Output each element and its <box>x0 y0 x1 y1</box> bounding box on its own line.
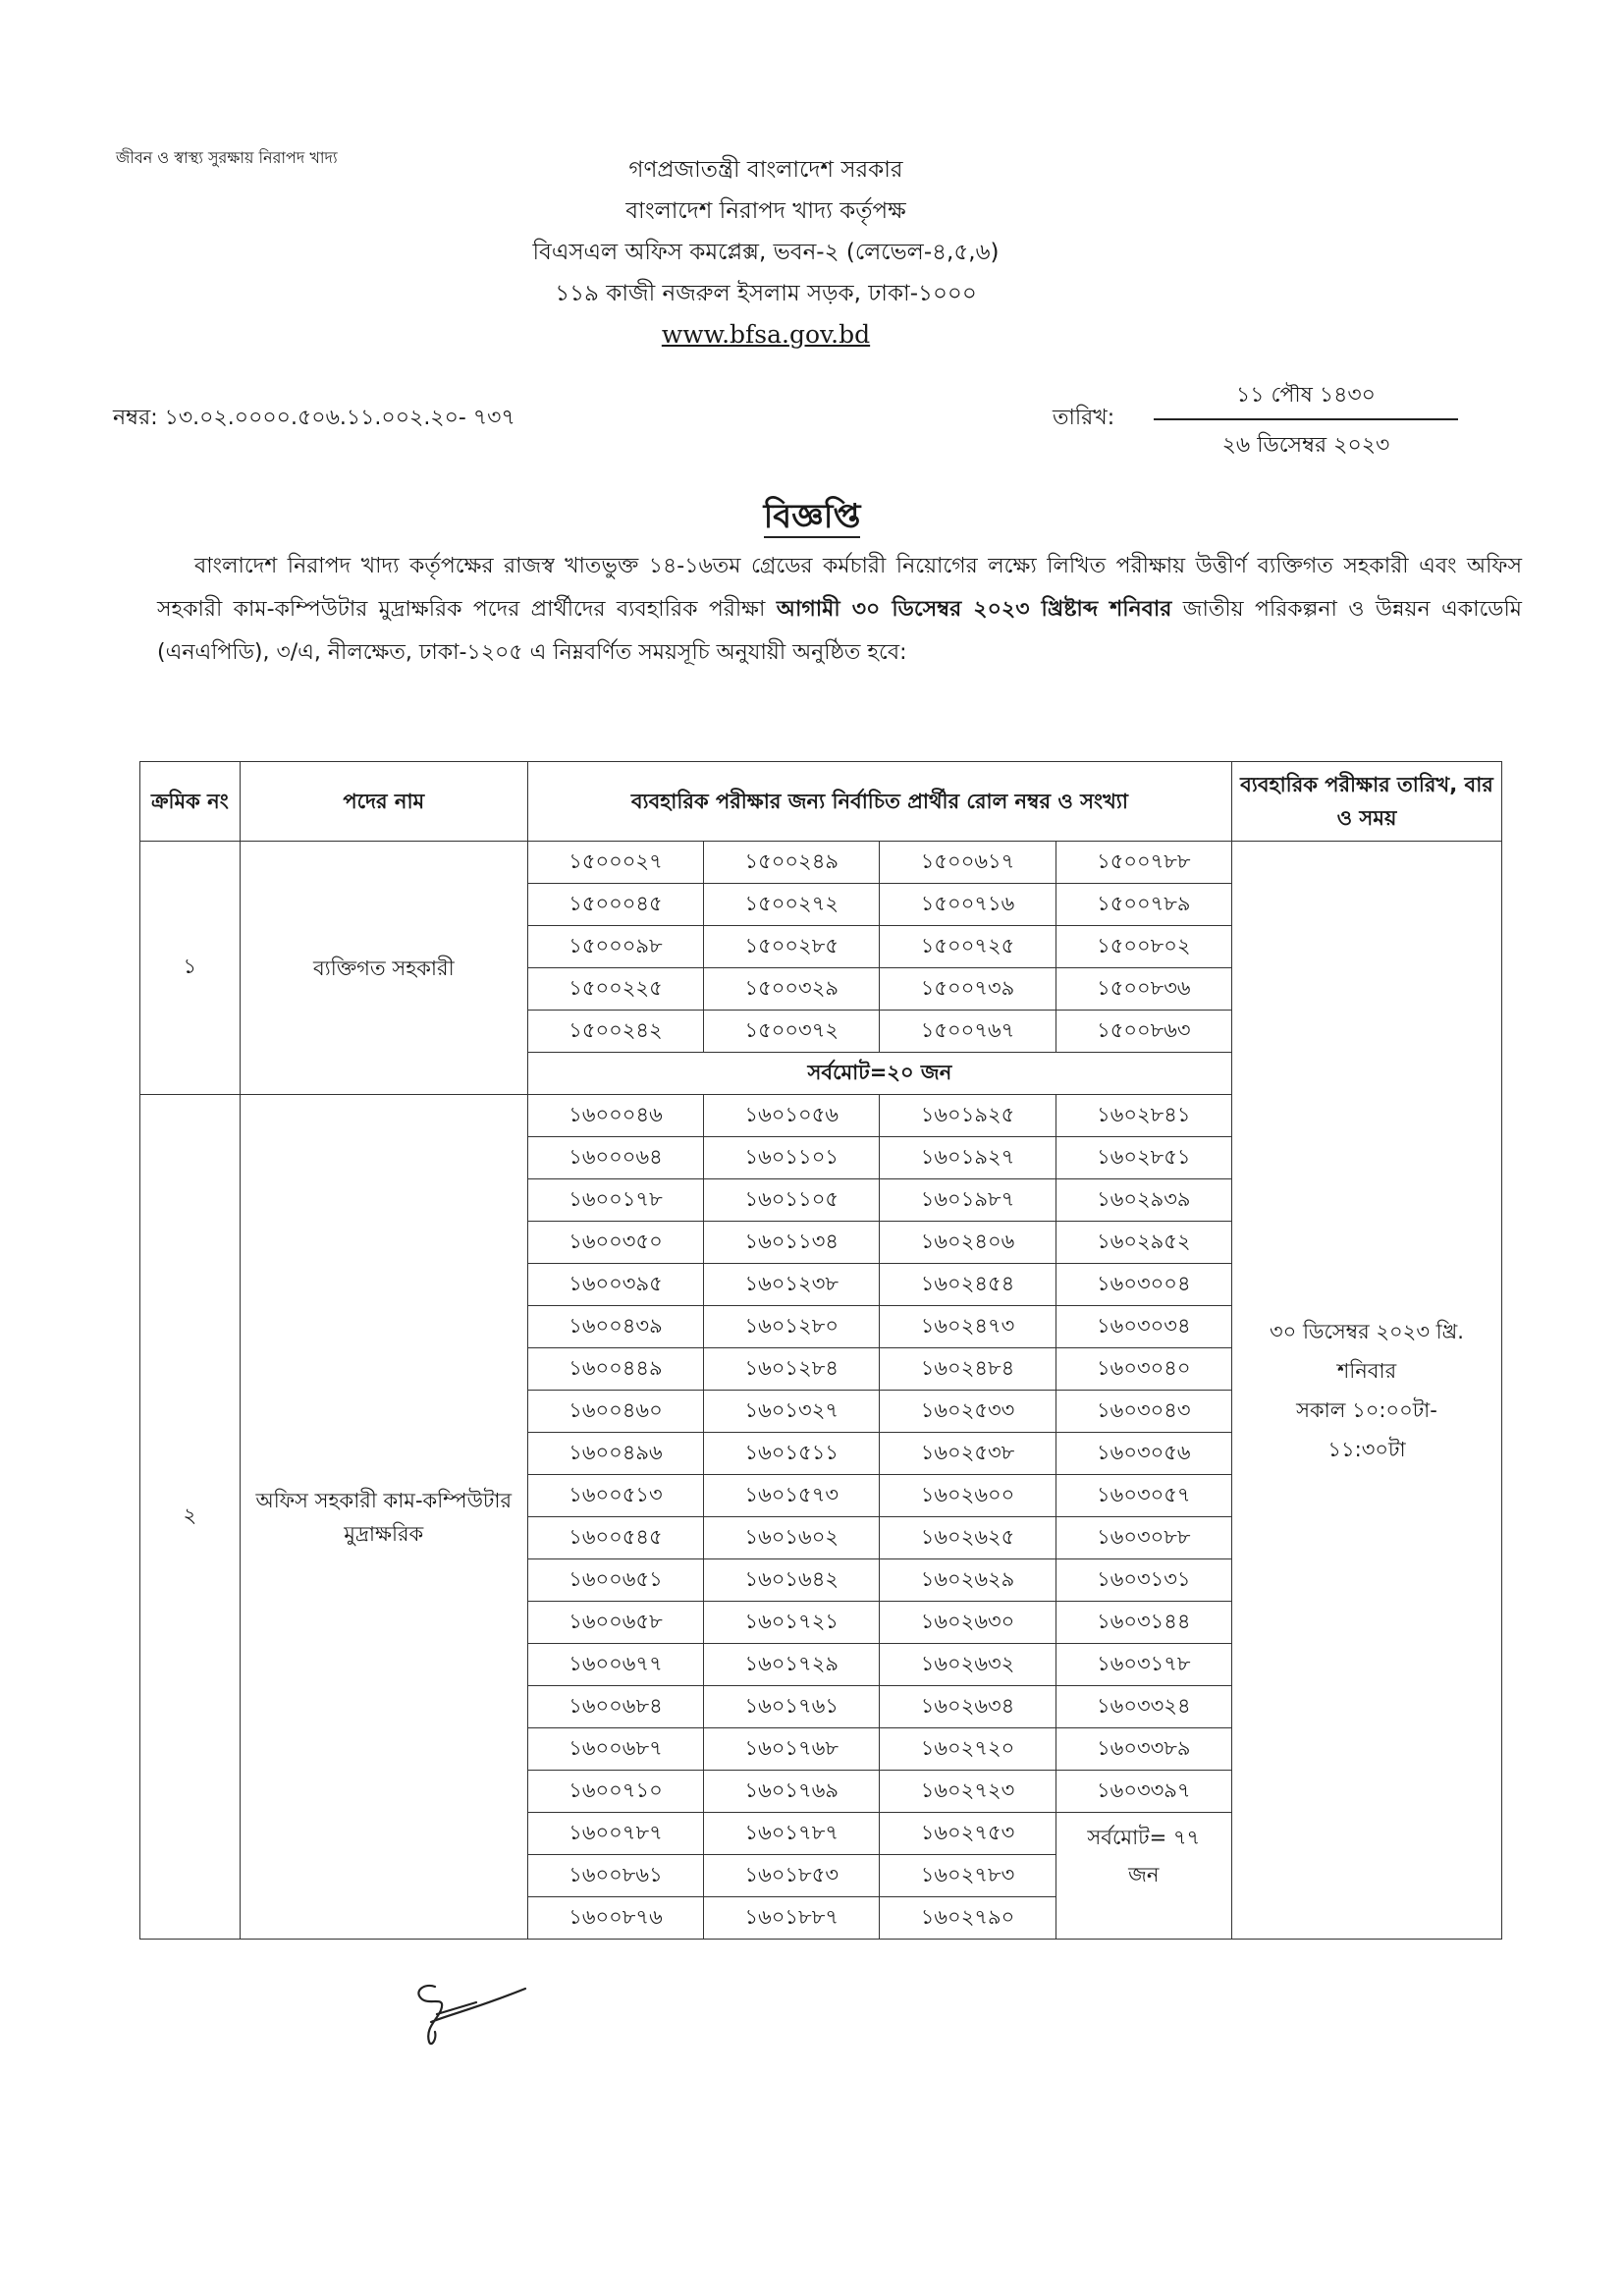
roll-number-cell: ১৬০২৮৪১ <box>1056 1095 1231 1137</box>
roll-number-cell: ১৬০১৫৭৩ <box>704 1475 880 1517</box>
roll-number-cell: ১৫০০২৭২ <box>704 884 880 926</box>
header-rolls: ব্যবহারিক পরীক্ষার জন্য নির্বাচিত প্রার্থীর রোল নম্বর ও সংখ্যা <box>527 762 1231 842</box>
roll-number-cell: ১৬০৩০০৪ <box>1056 1264 1231 1306</box>
roll-number-cell: ১৬০২৬২৫ <box>880 1517 1056 1559</box>
roll-number-cell: ১৬০৩০৫৭ <box>1056 1475 1231 1517</box>
roll-number-cell: ১৬০০৮৭৬ <box>527 1897 703 1940</box>
roll-number-cell: ১৬০০৭১০ <box>527 1771 703 1813</box>
roll-number-cell: ১৬০০৬৮৭ <box>527 1728 703 1771</box>
roll-number-cell: ১৬০০৬৫৮ <box>527 1602 703 1644</box>
date-bengali: ১১ পৌষ ১৪৩০ <box>1154 378 1458 420</box>
roll-number-cell: ১৫০০২২৫ <box>527 968 703 1011</box>
letterhead <box>373 149 1159 355</box>
roll-number-cell: ১৬০১২৩৮ <box>704 1264 880 1306</box>
roll-number-cell: ১৬০২৬৩২ <box>880 1644 1056 1686</box>
roll-number-cell: ১৬০৩০৪৩ <box>1056 1391 1231 1433</box>
roll-table <box>139 761 1502 1940</box>
table-row <box>140 842 1502 884</box>
roll-number-cell: ১৬০০৮৬১ <box>527 1855 703 1897</box>
roll-number-cell: ১৬০১২৮০ <box>704 1306 880 1348</box>
roll-number-cell: ১৬০২৬২৯ <box>880 1559 1056 1602</box>
roll-number-cell: ১৬০১২৮৪ <box>704 1348 880 1391</box>
notice-body-part2: জাতীয় পরিকল্পনা ও উন্নয়ন একাডেমি (এনএপিডি), ৩/এ, নীলক্ষেত, ঢাকা-১২০৫ এ নিম্নবর্ণিত সময়সূচি অনুযায়ী অনুষ্ঠিত হবে: <box>157 597 1523 665</box>
roll-number-cell: ১৬০১৬৪২ <box>704 1559 880 1602</box>
roll-number-cell: ১৬০২৬০০ <box>880 1475 1056 1517</box>
roll-number-cell: ১৬০২৯৫২ <box>1056 1222 1231 1264</box>
roll-number-cell: ১৬০০০৪৬ <box>527 1095 703 1137</box>
building-address: বিএসএল অফিস কমপ্লেক্স, ভবন-২ (লেভেল-৪,৫,৬) <box>532 240 1000 265</box>
roll-number-cell: ১৫০০৭৮৮ <box>1056 842 1231 884</box>
roll-number-cell: ১৬০২৭৫৩ <box>880 1813 1056 1855</box>
schedule-day: শনিবার <box>1336 1358 1397 1383</box>
roll-number-cell: ১৬০০৬৭৭ <box>527 1644 703 1686</box>
roll-number-cell: ১৬০১৬০২ <box>704 1517 880 1559</box>
roll-number-cell: ১৬০১১০৫ <box>704 1179 880 1222</box>
roll-number-cell: ১৬০২৪৮৪ <box>880 1348 1056 1391</box>
post-name-cell: অফিস সহকারী কাম-কম্পিউটার মুদ্রাক্ষরিক <box>240 1095 527 1940</box>
roll-number-cell: ১৫০০৭৩৯ <box>880 968 1056 1011</box>
notice-title-text: বিজ্ঞপ্তি <box>763 497 861 536</box>
table-header-row <box>140 762 1502 842</box>
roll-number-cell: ১৬০২৪০৬ <box>880 1222 1056 1264</box>
notice-title <box>0 491 1624 547</box>
header-post: পদের নাম <box>240 762 527 842</box>
subtotal-cell <box>1056 1813 1231 1940</box>
date-gregorian: ২৬ ডিসেম্বর ২০২৩ <box>1221 433 1390 458</box>
roll-number-cell: ১৬০৩০৫৬ <box>1056 1433 1231 1475</box>
roll-number-cell: ১৫০০০২৭ <box>527 842 703 884</box>
date-block <box>1154 378 1458 465</box>
roll-number-cell: ১৬০১৭৬১ <box>704 1686 880 1728</box>
schedule-date: ৩০ ডিসেম্বর ২০২৩ খ্রি. <box>1270 1319 1464 1343</box>
serial-cell: ২ <box>140 1095 241 1940</box>
roll-number-cell: ১৬০৩০৩৪ <box>1056 1306 1231 1348</box>
roll-number-cell: ১৫০০০৪৫ <box>527 884 703 926</box>
roll-number-cell: ১৫০০৮৬৩ <box>1056 1011 1231 1053</box>
roll-number-cell: ১৬০২৫৩৮ <box>880 1433 1056 1475</box>
roll-number-cell: ১৫০০৩৭২ <box>704 1011 880 1053</box>
signature <box>407 1969 555 2057</box>
roll-number-cell: ১৬০১৭২৯ <box>704 1644 880 1686</box>
subtotal-line1: সর্বমোট= ৭৭ <box>1087 1826 1201 1849</box>
roll-number-cell: ১৬০২৬৩০ <box>880 1602 1056 1644</box>
tagline: জীবন ও স্বাস্থ্য সুরক্ষায় নিরাপদ খাদ্য <box>116 148 338 167</box>
roll-number-cell: ১৬০২৮৫১ <box>1056 1137 1231 1179</box>
subtotal-line2: জন <box>1128 1863 1160 1886</box>
subtotal-cell: সর্বমোট=২০ জন <box>527 1053 1231 1095</box>
notice-body <box>157 545 1522 675</box>
roll-number-cell: ১৬০১৯২৭ <box>880 1137 1056 1179</box>
schedule-cell <box>1231 842 1501 1940</box>
roll-number-cell: ১৫০০৮৩৬ <box>1056 968 1231 1011</box>
roll-number-cell: ১৬০১৭২১ <box>704 1602 880 1644</box>
roll-number-cell: ১৬০১৩২৭ <box>704 1391 880 1433</box>
roll-number-cell: ১৫০০৩২৯ <box>704 968 880 1011</box>
roll-number-cell: ১৬০০৪৬০ <box>527 1391 703 1433</box>
roll-number-cell: ১৬০১৭৮৭ <box>704 1813 880 1855</box>
roll-number-cell: ১৬০০৭৮৭ <box>527 1813 703 1855</box>
roll-number-cell: ১৬০০৬৮৪ <box>527 1686 703 1728</box>
roll-number-cell: ১৬০৩৩৮৯ <box>1056 1728 1231 1771</box>
roll-number-cell: ১৬০১৭৬৮ <box>704 1728 880 1771</box>
roll-number-cell: ১৬০৩১৭৮ <box>1056 1644 1231 1686</box>
roll-number-cell: ১৫০০৭৮৯ <box>1056 884 1231 926</box>
roll-number-cell: ১৫০০২৪৯ <box>704 842 880 884</box>
roll-number-cell: ১৬০২৪৫৪ <box>880 1264 1056 1306</box>
roll-number-cell: ১৬০১৮৮৭ <box>704 1897 880 1940</box>
authority-name: বাংলাদেশ নিরাপদ খাদ্য কর্তৃপক্ষ <box>625 198 906 224</box>
roll-number-cell: ১৬০২৭২৩ <box>880 1771 1056 1813</box>
roll-number-cell: ১৫০০৭৬৭ <box>880 1011 1056 1053</box>
roll-number-cell: ১৬০৩০৪০ <box>1056 1348 1231 1391</box>
roll-number-cell: ১৬০১১৩৪ <box>704 1222 880 1264</box>
roll-number-cell: ১৬০২৭২০ <box>880 1728 1056 1771</box>
roll-number-cell: ১৬০১৫১১ <box>704 1433 880 1475</box>
schedule-time-line1: সকাল ১০:০০টা- <box>1296 1397 1437 1422</box>
header-serial: ক্রমিক নং <box>140 762 241 842</box>
notice-body-part1: বাংলাদেশ নিরাপদ খাদ্য কর্তৃপক্ষের রাজস্ব খাতভুক্ত ১৪-১৬তম গ্রেডের কর্মচারী নিয়োগের লক্ষ্যে লিখিত পরীক্ষায় উত্তীর্ণ ব্যক্তিগত সহকারী এবং অফিস সহকারী কাম-কম্পিউটার মুদ্রাক্ষরিক পদের প্রার্থীদের ব্যবহারিক পরীক্ষা <box>157 554 1522 622</box>
roll-number-cell: ১৬০২৪৭৩ <box>880 1306 1056 1348</box>
notice-body-bold: আগামী ৩০ ডিসেম্বর ২০২৩ খ্রিষ্টাব্দ শনিবার <box>776 597 1172 622</box>
roll-number-cell: ১৬০২৭৮৩ <box>880 1855 1056 1897</box>
roll-number-cell: ১৬০১৯৮৭ <box>880 1179 1056 1222</box>
roll-number-cell: ১৬০২৯৩৯ <box>1056 1179 1231 1222</box>
street-address: ১১৯ কাজী নজরুল ইসলাম সড়ক, ঢাকা-১০০০ <box>555 281 977 306</box>
roll-number-cell: ১৬০২৬৩৪ <box>880 1686 1056 1728</box>
schedule-time-line2: ১১:৩০টা <box>1327 1437 1406 1461</box>
roll-number-cell: ১৬০০১৭৮ <box>527 1179 703 1222</box>
post-name-cell: ব্যক্তিগত সহকারী <box>240 842 527 1095</box>
roll-number-cell: ১৬০৩০৮৮ <box>1056 1517 1231 1559</box>
roll-number-cell: ১৬০০৪৯৬ <box>527 1433 703 1475</box>
roll-number-cell: ১৫০০৭১৬ <box>880 884 1056 926</box>
roll-number-cell: ১৬০০৪৪৯ <box>527 1348 703 1391</box>
date-label: তারিখ: <box>1053 406 1115 430</box>
roll-number-cell: ১৬০০৩৫০ <box>527 1222 703 1264</box>
roll-number-cell: ১৫০০৮০২ <box>1056 926 1231 968</box>
memo-number: নম্বর: ১৩.০২.০০০০.৫০৬.১১.০০২.২০- ৭৩৭ <box>113 406 515 430</box>
roll-number-cell: ১৫০০৬১৭ <box>880 842 1056 884</box>
roll-number-cell: ১৫০০২৪২ <box>527 1011 703 1053</box>
roll-number-cell: ১৬০১৯২৫ <box>880 1095 1056 1137</box>
roll-number-cell: ১৬০০৫১৩ <box>527 1475 703 1517</box>
website-link[interactable]: www.bfsa.gov.bd <box>661 320 871 349</box>
roll-number-cell: ১৬০৩৩৯৭ <box>1056 1771 1231 1813</box>
roll-number-cell: ১৬০৩১৩১ <box>1056 1559 1231 1602</box>
roll-number-cell: ১৬০৩১৪৪ <box>1056 1602 1231 1644</box>
roll-number-cell: ১৬০১৮৫৩ <box>704 1855 880 1897</box>
roll-number-cell: ১৫০০৭২৫ <box>880 926 1056 968</box>
roll-number-cell: ১৬০১১০১ <box>704 1137 880 1179</box>
roll-number-cell: ১৬০৩৩২৪ <box>1056 1686 1231 1728</box>
table-body <box>140 842 1502 1940</box>
roll-number-cell: ১৬০০৫৪৫ <box>527 1517 703 1559</box>
serial-cell: ১ <box>140 842 241 1095</box>
roll-number-cell: ১৬০০৪৩৯ <box>527 1306 703 1348</box>
roll-number-cell: ১৫০০০৯৮ <box>527 926 703 968</box>
roll-number-cell: ১৬০০৬৫১ <box>527 1559 703 1602</box>
roll-number-cell: ১৬০০৩৯৫ <box>527 1264 703 1306</box>
header-schedule: ব্যবহারিক পরীক্ষার তারিখ, বার ও সময় <box>1231 762 1501 842</box>
roll-number-cell: ১৬০১০৫৬ <box>704 1095 880 1137</box>
roll-number-cell: ১৬০২৫৩৩ <box>880 1391 1056 1433</box>
roll-number-cell: ১৫০০২৮৫ <box>704 926 880 968</box>
roll-number-cell: ১৬০২৭৯০ <box>880 1897 1056 1940</box>
roll-number-cell: ১৬০০০৬৪ <box>527 1137 703 1179</box>
government-name: গণপ্রজাতন্ত্রী বাংলাদেশ সরকার <box>628 157 903 183</box>
roll-number-cell: ১৬০১৭৬৯ <box>704 1771 880 1813</box>
